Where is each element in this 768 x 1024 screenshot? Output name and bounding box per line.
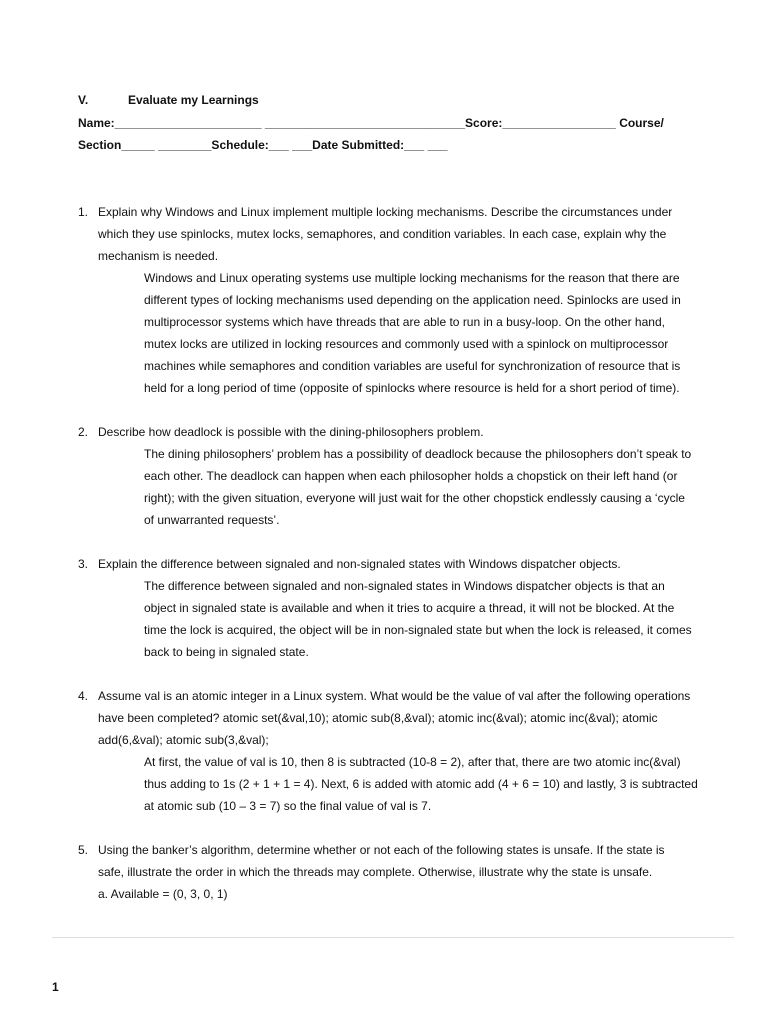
question-line: Describe how deadlock is possible with the dining-philosophers problem. — [98, 425, 484, 439]
answer-text — [144, 267, 728, 399]
question-line: which they use spinlocks, mutex locks, semaphores, and condition variables. In each case, explain why the — [98, 227, 667, 241]
answer-line: machines while semaphores and condition variables are useful for synchronization of resource that is — [144, 359, 681, 373]
question-item — [78, 421, 728, 531]
question-item — [78, 553, 728, 663]
answer-line: object in signaled state is available and when it tries to acquire a thread, it will not be blocked. At the — [144, 601, 675, 615]
question-list — [78, 201, 728, 905]
question-text — [98, 421, 728, 443]
question-text — [98, 201, 728, 267]
answer-line: mutex locks are utilized in locking resources and commonly used with a spinlock on multiprocessor — [144, 337, 669, 351]
question-text — [98, 839, 728, 905]
answer-line: The difference between signaled and non-signaled states in Windows dispatcher objects is that an — [144, 579, 665, 593]
answer-line: back to being in signaled state. — [144, 645, 309, 659]
answer-line: multiprocessor systems which have threads that are able to run in a busy-loop. On the other hand, — [144, 315, 665, 329]
form-fields-line-1: Name:______________________ ______________________________Score:_________________ Course/ — [78, 116, 664, 130]
section-number: V. — [78, 93, 89, 107]
answer-line: At first, the value of val is 10, then 8 is subtracted (10-8 = 2), after that, there are two atomic inc(&val) — [144, 755, 681, 769]
answer-text — [144, 575, 728, 663]
answer-line: held for a long period of time (opposite of spinlocks where resource is held for a short period of time). — [144, 381, 680, 395]
question-number: 1. — [78, 205, 89, 219]
question-number: 2. — [78, 425, 89, 439]
answer-line: at atomic sub (10 – 3 = 7) so the final value of val is 7. — [144, 799, 432, 813]
question-line: Explain the difference between signaled and non-signaled states with Windows dispatcher objects. — [98, 557, 621, 571]
question-line: Assume val is an atomic integer in a Linux system. What would be the value of val after the following operations — [98, 689, 691, 703]
answer-line: different types of locking mechanisms used depending on the application need. Spinlocks are used in — [144, 293, 681, 307]
question-line: mechanism is needed. — [98, 249, 219, 263]
question-line: have been completed? atomic set(&val,10); atomic sub(8,&val); atomic inc(&val); atomic inc(&val); atomic — [98, 711, 658, 725]
page-divider — [52, 937, 734, 938]
question-line: Explain why Windows and Linux implement multiple locking mechanisms. Describe the circumstances under — [98, 205, 673, 219]
question-text — [98, 685, 728, 751]
question-item — [78, 839, 728, 905]
question-line: add(6,&val); atomic sub(3,&val); — [98, 733, 269, 747]
answer-line: Windows and Linux operating systems use multiple locking mechanisms for the reason that there are — [144, 271, 680, 285]
question-item — [78, 685, 728, 817]
answer-text — [144, 751, 728, 817]
answer-line: each other. The deadlock can happen when each philosopher holds a chopstick on their left hand (or — [144, 469, 678, 483]
question-text — [98, 553, 728, 575]
question-line: a. Available = (0, 3, 0, 1) — [98, 887, 228, 901]
answer-line: The dining philosophers’ problem has a possibility of deadlock because the philosophers don’t speak to — [144, 447, 692, 461]
answer-line: of unwarranted requests’. — [144, 513, 280, 527]
answer-line: right); with the given situation, everyone will just wait for the other chopstick endlessly causing a ‘cycle — [144, 491, 685, 505]
question-number: 3. — [78, 557, 89, 571]
question-item — [78, 201, 728, 399]
answer-text — [144, 443, 728, 531]
answer-line: time the lock is acquired, the object will be in non-signaled state but when the lock is released, it comes — [144, 623, 692, 637]
page-number: 1 — [52, 980, 59, 994]
question-number: 5. — [78, 843, 89, 857]
question-line: Using the banker’s algorithm, determine whether or not each of the following states is unsafe. If the state is — [98, 843, 665, 857]
section-title: Evaluate my Learnings — [128, 93, 259, 107]
question-number: 4. — [78, 689, 89, 703]
question-line: safe, illustrate the order in which the threads may complete. Otherwise, illustrate why the state is unsafe. — [98, 865, 653, 879]
form-fields-line-2: Section_____ ________Schedule:___ ___Date Submitted:___ ___ — [78, 138, 448, 152]
answer-line: thus adding to 1s (2 + 1 + 1 = 4). Next, 6 is added with atomic add (4 + 6 = 10) and lastly, 3 is subtracted — [144, 777, 698, 791]
